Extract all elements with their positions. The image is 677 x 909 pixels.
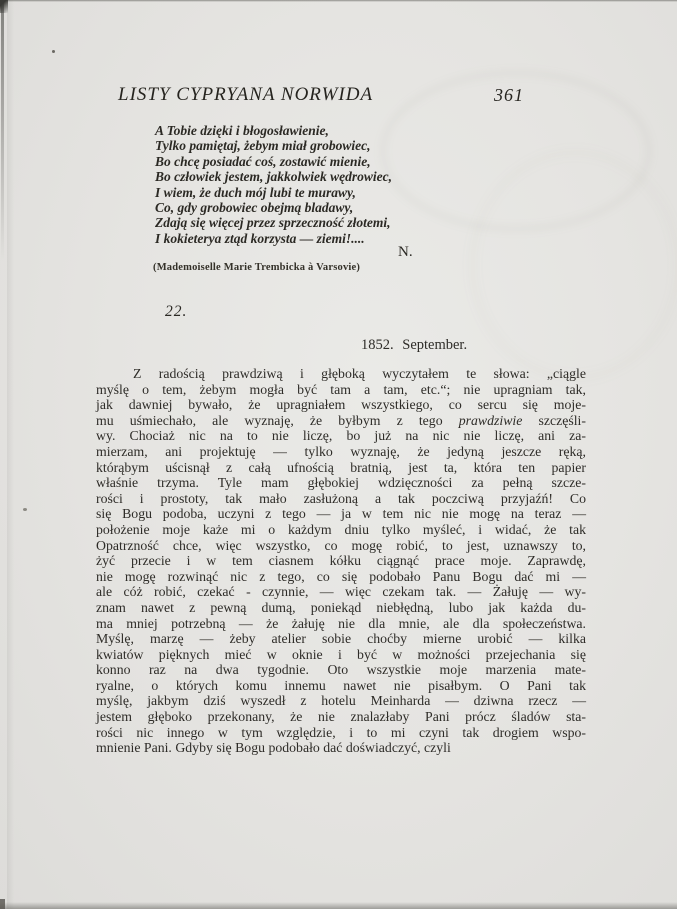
poem-line: Bo człowiek jestem, jakkolwiek wędrowiec, <box>155 169 392 185</box>
poem-line: Zdają się więcej przez sprzeczność złotemi, <box>155 215 391 231</box>
scan-edge-top <box>0 0 677 2</box>
poem-line: I wiem, że duch mój lubi te murawy, <box>155 184 356 200</box>
body-line: rości nic innego w tym względzie, i to mi czyni tak drogiem wspo- <box>96 724 586 740</box>
scan-corner-mark-bottom-left <box>0 899 5 909</box>
paper-speck <box>23 508 27 511</box>
letter-dateline: 1852. September. <box>361 337 468 353</box>
body-line: konno raz na dwa tygodnie. Oto wszystkie moje marzenia mate- <box>96 662 586 678</box>
body-line: położenie moje każe mi o każdym dniu tylko myśleć, i widać, że tak <box>96 521 586 537</box>
body-line-emphasis: prawdziwie <box>458 412 523 428</box>
body-line: wy. Chociaż nic na to nie liczę, bo już na nic nie liczę, ani za- <box>96 428 586 444</box>
poem-line: Co, gdy grobowiec obejmą bladawy, <box>155 200 354 216</box>
letter-body <box>96 366 586 756</box>
body-line: rości i prostoty, tak mało zasłużoną a tak poczciwą przyjaźń! Co <box>96 490 586 506</box>
ink-bleedthrough <box>470 150 677 380</box>
body-line: ale cóż robić, czekać - czynnie, — więc czekam tak. — Żałuję — wy- <box>96 584 586 600</box>
poem-line: I kokieterya ztąd korzysta — ziemi!.... <box>155 230 365 246</box>
poem-block <box>155 123 392 246</box>
body-line: którąbym uścisnął z całą ufnością bratnią, jest ta, która ten papier <box>96 459 586 475</box>
body-line: mierzam, ani projektuję — tylko wyznaję, że jedyną jeszcze ręką, <box>96 443 586 459</box>
body-line: się Bogu podoba, uczyni z tego — ja w tem nic nie mogę na teraz — <box>96 506 586 522</box>
body-line: znam nawet z pewną dumą, poniekąd niebłędną, lubo jak każda du- <box>96 599 586 615</box>
body-line: Z radością prawdziwą i głęboką wyczytałem te słowa: „ciągle <box>133 366 586 381</box>
page-crease <box>7 0 14 909</box>
paper-speck <box>52 50 55 53</box>
body-line: ma mniej potrzebną — że żałuję nie dla mnie, ale dla społeczeństwa. <box>96 615 586 631</box>
body-line: Opatrzność chce, więc wszystko, co mogę robić, to jest, uznawszy to, <box>96 537 586 553</box>
scan-edge-left <box>1 0 4 260</box>
body-line <box>96 413 586 429</box>
body-line: właśnie trzyma. Tyle mam głębokiej wdzięczności za pełną szcze- <box>96 475 586 491</box>
body-line: myślę o tem, żebym mogła być tam a tam, etc.“; nie upragniam tak, <box>96 381 586 397</box>
body-line: ryalne, o których komu innemu nawet nie pisałbym. O Pani tak <box>96 677 586 693</box>
body-line: jak dawniej bywało, że upragniałem wszystkiego, co sercu się moje- <box>96 397 586 413</box>
scan-corner-mark-top-left <box>0 0 8 13</box>
body-line-segment: mu uśmiechało, ale wyznaję, że byłbym z tego <box>96 412 459 428</box>
body-line: myślę, jakbym dziś wyszedł z hotelu Meinharda — dziwna rzecz — <box>96 693 586 709</box>
running-title: LISTY CYPRYANA NORWIDA <box>118 84 374 105</box>
body-line: jestem głęboko przekonany, że nie znalazłaby Pani prócz śladów sta- <box>96 709 586 725</box>
letter-number: 22. <box>165 303 188 320</box>
poem-signature: N. <box>398 244 413 260</box>
poem-line: Tylko pamiętaj, żebym miał grobowiec, <box>155 138 371 154</box>
body-line: żyć przecie i w tem ciasnem kółku ciągnąć prace moje. Zaprawdę, <box>96 553 586 569</box>
body-line: mnienie Pani. Gdyby się Bogu podobało dać doświadczyć, czyli <box>96 740 451 756</box>
poem-line: Bo chcę posiadać coś, zostawić mienie, <box>155 153 371 169</box>
addressee-note: (Mademoiselle Marie Trembicka à Varsovie) <box>153 262 361 273</box>
body-line: kwiatów pięknych mieć w oknie i być w możności przejechania się <box>96 646 586 662</box>
scan-edge-bottom <box>0 902 677 909</box>
page-number: 361 <box>494 85 524 105</box>
body-line: nie mogę rozwinąć nic z tego, co się podobało Panu Bogu dać mi — <box>96 568 586 584</box>
body-line: Myślę, marzę — żeby atelier sobie choćby mierne urobić — kilka <box>96 631 586 647</box>
body-line-segment: szczęśli- <box>522 412 586 428</box>
poem-line: A Tobie dzięki i błogosławienie, <box>155 123 329 138</box>
